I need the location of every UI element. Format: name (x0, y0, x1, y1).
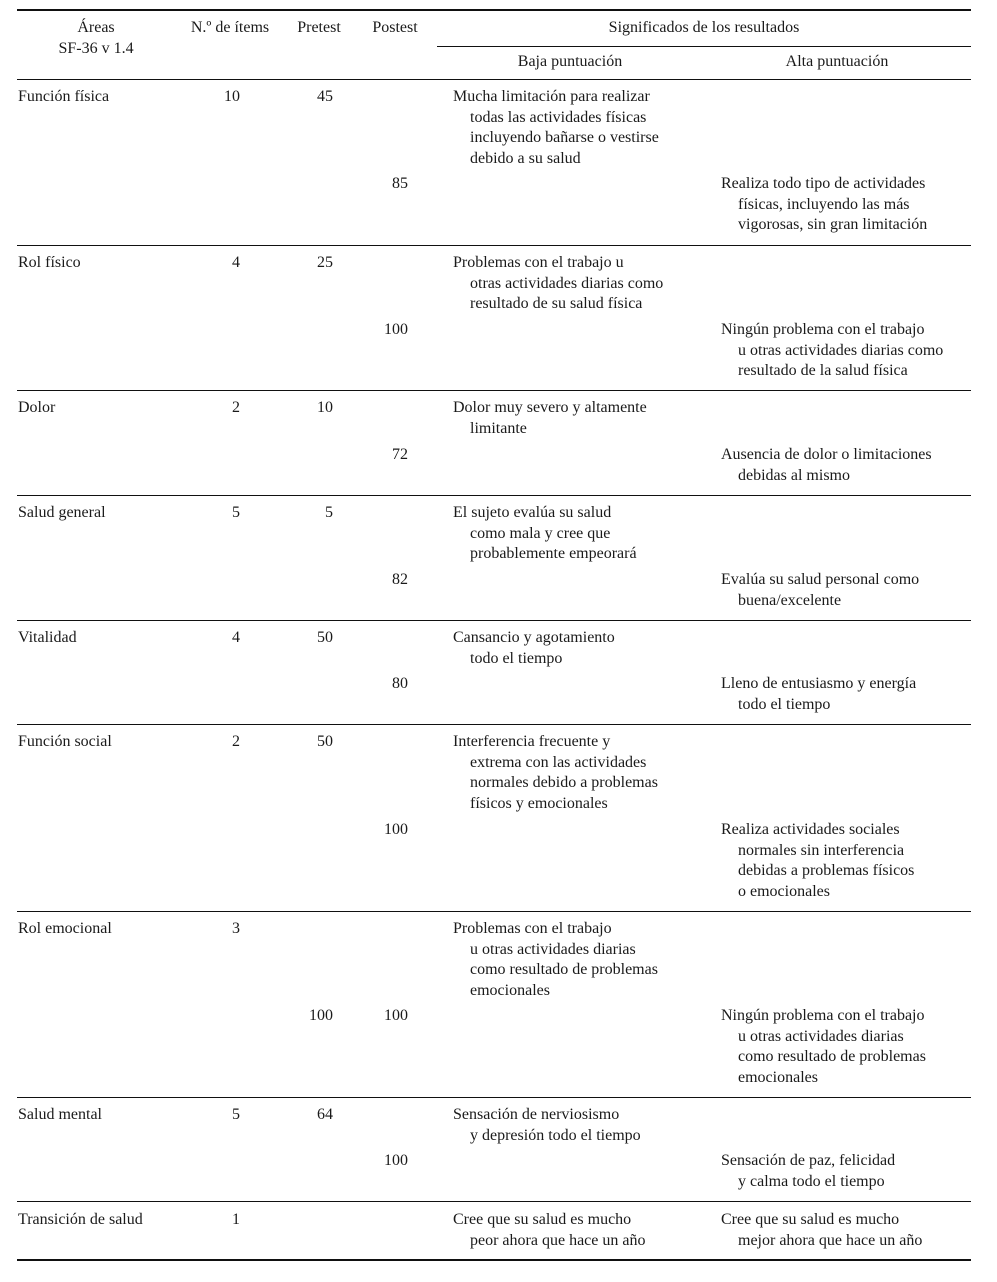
meaning-line: como resultado de problemas (470, 961, 658, 978)
meaning-line: Sensación de paz, felicidad (721, 1152, 896, 1169)
postest-score: 82 (392, 571, 408, 588)
meaning-line: como mala y cree que (470, 524, 611, 542)
items-count: 3 (232, 920, 240, 937)
pretest-score: 50 (317, 733, 333, 750)
items-count: 5 (232, 1106, 240, 1123)
meaning-line: físicas, incluyendo las más (738, 195, 910, 213)
meanings-rule (437, 46, 971, 47)
low-score-meaning (453, 503, 637, 565)
meaning-line: Ausencia de dolor o limitaciones (721, 446, 932, 463)
header-areas: Áreas SF-36 v 1.4 (58, 19, 134, 57)
header-rule (17, 79, 971, 80)
low-score-meaning (453, 253, 663, 315)
meaning-line: como resultado de problemas (738, 1048, 926, 1065)
postest-score: 72 (392, 446, 408, 463)
meaning-line: emocionales (470, 981, 550, 999)
meaning-line: vigorosas, sin gran limitación (738, 216, 928, 233)
low-score-meaning (453, 919, 658, 1001)
meaning-line: Realiza todo tipo de actividades (721, 175, 926, 192)
pretest-score: 100 (309, 1007, 333, 1024)
row-separator (17, 390, 971, 391)
high-score-meaning (721, 1006, 926, 1088)
meaning-line: Interferencia frecuente y (453, 733, 611, 750)
meaning-line: peor ahora que hace un año (470, 1231, 646, 1249)
header-items: N.º de ítems (190, 19, 270, 36)
meaning-line: u otras actividades diarias como (738, 341, 944, 359)
postest-score: 100 (384, 821, 408, 838)
pretest-score: 45 (317, 88, 333, 105)
meaning-line: probablemente empeorará (470, 545, 637, 562)
meaning-line: Mucha limitación para realizar (453, 88, 650, 105)
postest-score: 80 (392, 675, 408, 692)
high-score-meaning (721, 820, 914, 902)
meaning-line: Cree que su salud es mucho (721, 1211, 900, 1228)
low-score-meaning (453, 87, 659, 169)
meaning-line: Lleno de entusiasmo y energía (721, 675, 917, 692)
pretest-score: 10 (317, 399, 333, 416)
row-separator (17, 495, 971, 496)
area-name: Dolor (18, 399, 56, 416)
header-postest: Postest (372, 19, 418, 36)
items-count: 4 (232, 629, 240, 646)
row-separator (17, 724, 971, 725)
meaning-line: extrema con las actividades (470, 753, 647, 771)
low-score-meaning (453, 398, 647, 439)
postest-score: 100 (384, 1007, 408, 1024)
area-name: Salud general (18, 504, 106, 521)
high-score-meaning (721, 570, 919, 611)
meaning-line: y calma todo el tiempo (738, 1172, 885, 1190)
header-pretest: Pretest (297, 19, 341, 36)
items-count: 10 (224, 88, 240, 105)
meaning-line: Problemas con el trabajo u (453, 254, 624, 271)
items-count: 4 (232, 254, 240, 271)
meaning-line: Ningún problema con el trabajo (721, 321, 925, 338)
top-rule (17, 9, 971, 11)
area-name: Vitalidad (18, 629, 77, 646)
area-name: Rol emocional (18, 920, 112, 937)
meaning-line: físicos y emocionales (470, 794, 608, 812)
area-name: Rol físico (18, 254, 81, 271)
meaning-line: mejor ahora que hace un año (738, 1231, 923, 1249)
area-name: Transición de salud (18, 1211, 143, 1228)
meaning-line: debidas a problemas físicos (738, 862, 915, 879)
meaning-line: Dolor muy severo y altamente (453, 399, 647, 416)
meaning-line: o emocionales (738, 882, 830, 900)
high-score-meaning (721, 174, 927, 236)
high-score-meaning (721, 445, 932, 486)
meaning-line: Realiza actividades sociales (721, 821, 900, 838)
meaning-line: todo el tiempo (470, 649, 563, 667)
high-score-meaning (721, 1151, 895, 1192)
meaning-line: Cree que su salud es mucho (453, 1211, 632, 1228)
low-score-meaning (453, 1210, 645, 1251)
meaning-line: limitante (470, 419, 527, 437)
area-name: Función social (18, 733, 112, 750)
row-separator (17, 1097, 971, 1098)
meaning-line: resultado de su salud física (470, 295, 643, 312)
meaning-line: Cansancio y agotamiento (453, 629, 615, 646)
meaning-line: y depresión todo el tiempo (470, 1126, 641, 1144)
area-name: Salud mental (18, 1106, 102, 1123)
area-name: Función física (18, 88, 110, 105)
pretest-score: 64 (317, 1106, 333, 1123)
postest-score: 100 (384, 1152, 408, 1169)
bottom-rule (17, 1259, 971, 1261)
items-count: 1 (232, 1211, 240, 1228)
items-count: 5 (232, 504, 240, 521)
header-high-score: Alta puntuación (785, 53, 889, 70)
meaning-line: todas las actividades físicas (470, 108, 647, 126)
low-score-meaning (453, 732, 658, 814)
meaning-line: otras actividades diarias como (470, 274, 664, 292)
row-separator (17, 911, 971, 912)
meaning-line: El sujeto evalúa su salud (453, 504, 612, 521)
pretest-score: 5 (325, 504, 333, 521)
postest-score: 85 (392, 175, 408, 192)
pretest-score: 25 (317, 254, 333, 271)
meaning-line: Ningún problema con el trabajo (721, 1007, 925, 1024)
meaning-line: Sensación de nerviosismo (453, 1106, 620, 1123)
meaning-line: Problemas con el trabajo (453, 920, 612, 937)
meaning-line: buena/excelente (738, 591, 842, 609)
high-score-meaning (721, 674, 916, 715)
meaning-line: normales sin interferencia (738, 841, 905, 859)
meaning-line: u otras actividades diarias (738, 1027, 904, 1045)
meaning-line: Evalúa su salud personal como (721, 571, 920, 588)
row-separator (17, 620, 971, 621)
items-count: 2 (232, 733, 240, 750)
row-separator (17, 245, 971, 246)
meaning-line: normales debido a problemas (470, 774, 658, 791)
meaning-line: incluyendo bañarse o vestirse (470, 129, 659, 146)
low-score-meaning (453, 628, 615, 669)
header-low-score: Baja puntuación (517, 53, 623, 70)
high-score-meaning (721, 1210, 922, 1251)
items-count: 2 (232, 399, 240, 416)
meaning-line: resultado de la salud física (738, 362, 908, 379)
high-score-meaning (721, 320, 943, 382)
postest-score: 100 (384, 321, 408, 338)
row-separator (17, 1201, 971, 1202)
low-score-meaning (453, 1105, 641, 1146)
meaning-line: debido a su salud (470, 149, 581, 167)
header-meanings: Significados de los resultados (608, 19, 800, 36)
meaning-line: debidas al mismo (738, 466, 850, 484)
meaning-line: todo el tiempo (738, 695, 831, 713)
pretest-score: 50 (317, 629, 333, 646)
meaning-line: emocionales (738, 1068, 818, 1086)
meaning-line: u otras actividades diarias (470, 940, 636, 958)
